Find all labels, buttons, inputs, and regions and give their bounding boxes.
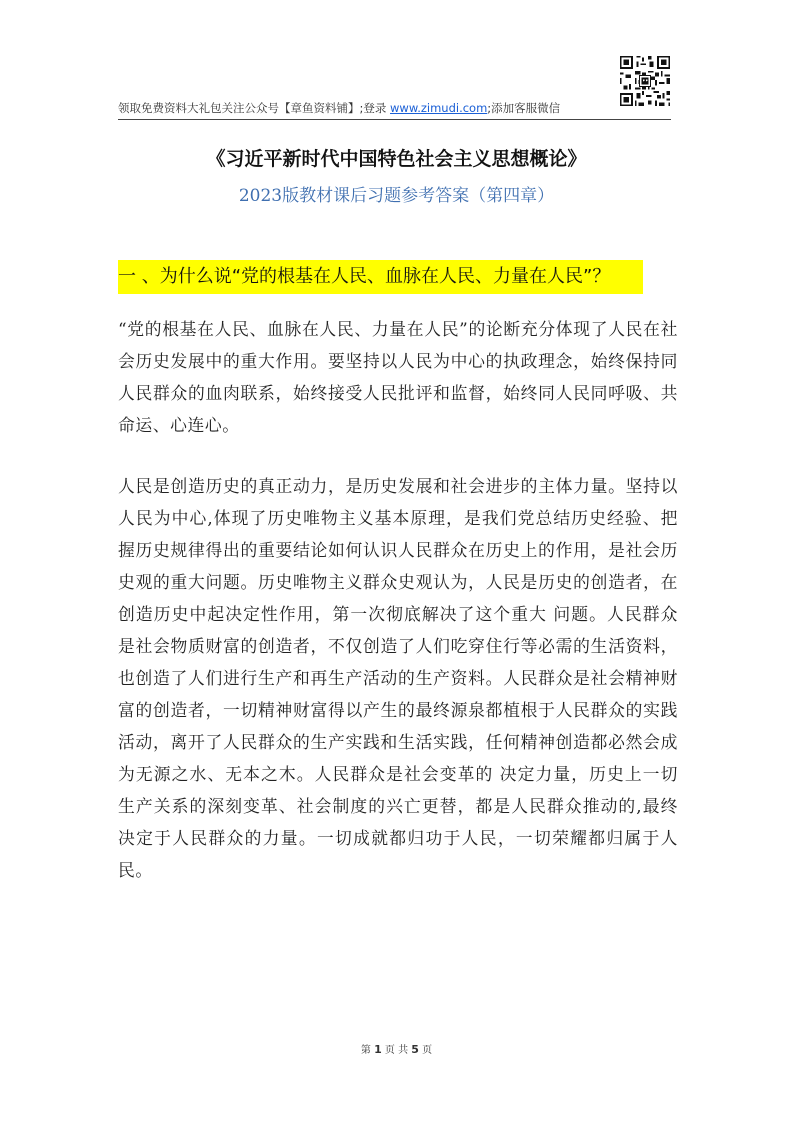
header-promo-prefix: 领取免费资料大礼包关注公众号【章鱼资料铺】;登录 <box>118 101 391 115</box>
footer-total-pages: 5 <box>411 1043 419 1056</box>
page-footer <box>0 1043 793 1058</box>
qr-code-icon <box>618 54 672 108</box>
answer-paragraph-1: “党的根基在人民、血脉在人民、力量在人民”的论断充分体现了人民在社会历史发展中的重大作用。要坚持以人民为中心的执政理念，始终保持同人民群众的血肉联系，始终接受人民批评和监督，始终同人民同呼吸、共命运、心连心。 <box>118 319 678 435</box>
header-divider <box>118 119 671 120</box>
footer-current-page: 1 <box>374 1043 382 1056</box>
footer-page-prefix: 第 <box>360 1045 375 1056</box>
header-promo-suffix: ;添加客服微信 <box>487 101 561 115</box>
footer-page-middle: 页 共 <box>381 1045 412 1056</box>
answer-paragraph-2: 人民是创造历史的真正动力，是历史发展和社会进步的主体力量。坚持以人民为中心,体现了历史唯物主义基本原理，是我们党总结历史经验、把握历史规律得出的重要结论如何认识人民群众在历史上的作用，是社会历史观的重大问题。历史唯物主义群众史观认为，人民是历史的创造者，在创造历史中起决定性作用，第一次彻底解决了这个重大 问题。人民群众是社会物质财富的创造者，不仅创造了人们吃穿住行等必需的生活资料，也创造了人们进行生产和再生产活动的生产资料。人民群众是社会精神财富的创造者，一切精神财富得以产生的最终源泉都植根于人民群众的实践活动，离开了人民群众的生产实践和生活实践，任何精神创造都必然会成为无源之水、无本之木。人民群众是社会变革的 决定力量，历史上一切生产关系的深刻变革、社会制度的兴亡更替，都是人民群众推动的,最终决定于人民群众的力量。一切成就都归功于人民，一切荣耀都归属于人民。 <box>118 476 678 880</box>
footer-page-suffix: 页 <box>418 1045 433 1056</box>
question-heading: 一 、为什么说“党的根基在人民、血脉在人民、力量在人民”？ <box>118 260 643 294</box>
document-title: 《习近平新时代中国特色社会主义思想概论》 <box>206 148 587 170</box>
document-subtitle: 2023版教材课后习题参考答案（第四章） <box>238 186 555 206</box>
header-promo-text <box>118 100 678 116</box>
header-website-link[interactable]: www.zimudi.com <box>390 101 488 115</box>
